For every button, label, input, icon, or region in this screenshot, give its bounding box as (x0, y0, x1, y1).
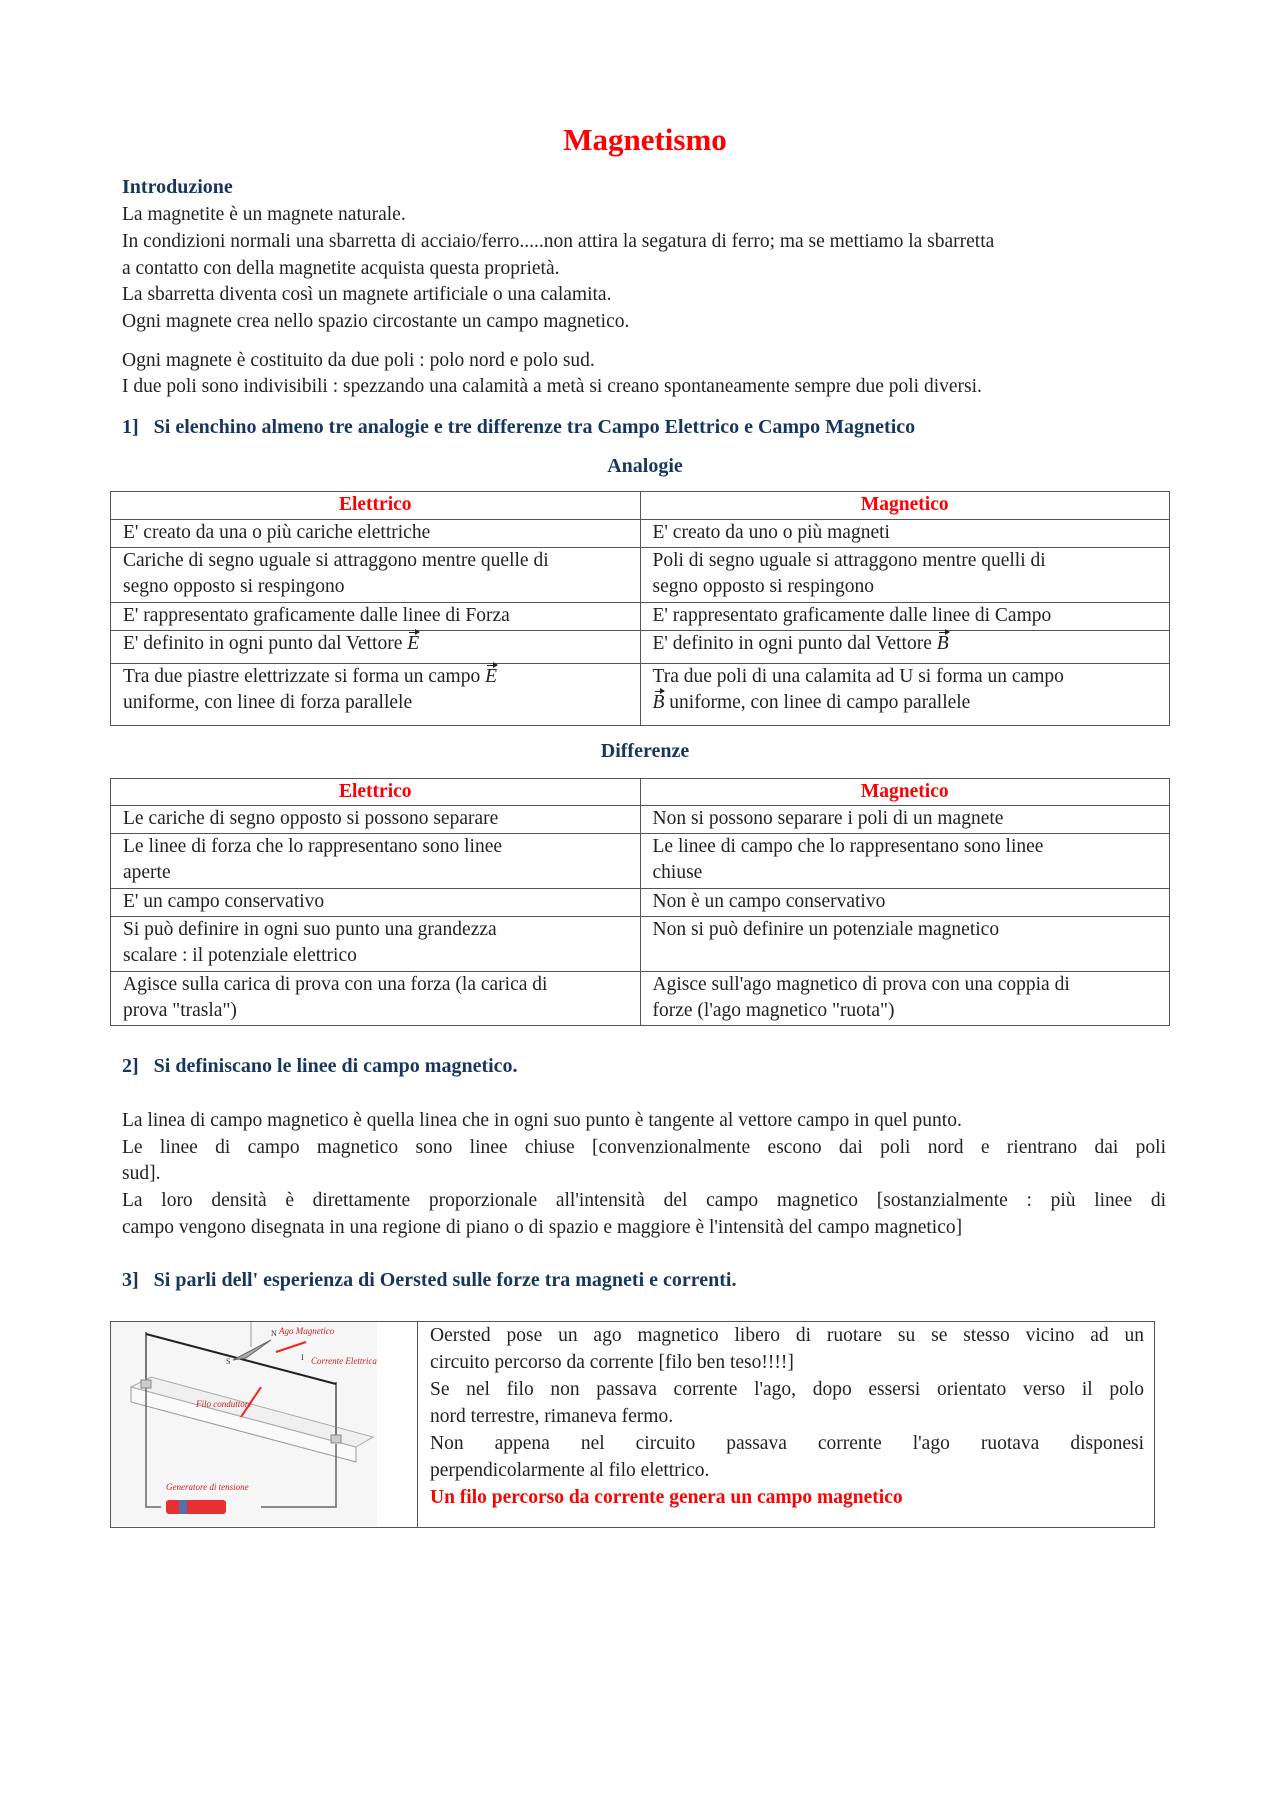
table-row (111, 972, 1170, 1026)
cell-text: Non si possono separare i poli di un magnete (652, 808, 1004, 829)
table-cell (111, 972, 641, 1026)
oersted-figure-cell (111, 1322, 418, 1528)
cell-line (123, 834, 628, 860)
column-header-label: Elettrico (338, 781, 412, 802)
paragraph-line: nord terrestre, rimaneva fermo. (430, 1406, 674, 1427)
figure-label-generatore: Generatore di tensione (166, 1482, 249, 1492)
cell-line (653, 664, 1158, 690)
table-header-row (111, 492, 1170, 520)
cell-line (653, 574, 1158, 600)
cell-line (123, 998, 628, 1024)
cell-line (653, 806, 1158, 832)
cell-line (123, 690, 628, 716)
cell-text: chiuse (652, 862, 703, 883)
oersted-table (110, 1321, 1155, 1528)
paragraph-line: Non appena nel circuito passava corrente l'ago ruotava disponesi (430, 1433, 1144, 1454)
cell-text: Agisce sull'ago magnetico di prova con una coppia di (652, 974, 1070, 995)
cell-line (653, 631, 1158, 657)
table-cell (111, 917, 641, 972)
table-cell (640, 834, 1170, 889)
cell-text: segno opposto si respingono (123, 576, 345, 597)
intro-line: Ogni magnete è costituito da due poli : polo nord e polo sud. (122, 350, 595, 371)
table-row (111, 664, 1170, 726)
figure-label-ago: Ago Magnetico (279, 1326, 335, 1336)
cell-line (123, 972, 628, 998)
vector-symbol: E (485, 664, 497, 690)
table-row (111, 631, 1170, 664)
figure-label-i: I (301, 1353, 304, 1362)
intro-line: Ogni magnete crea nello spazio circostante un campo magnetico. (122, 311, 630, 332)
question-3-heading: 3] Si parli dell' esperienza di Oersted sulle forze tra magneti e correnti. (122, 1269, 737, 1291)
table-cell (640, 889, 1170, 917)
cell-text: E' rappresentato graficamente dalle linee di Forza (123, 605, 510, 626)
table-row (111, 834, 1170, 889)
table-cell (640, 806, 1170, 834)
cell-line (653, 834, 1158, 860)
figure-label-n: N (271, 1329, 277, 1338)
cell-line (653, 972, 1158, 998)
table-cell (111, 806, 641, 834)
table-cell (640, 520, 1170, 548)
table-row (111, 520, 1170, 548)
cell-text: forze (l'ago magnetico "ruota") (652, 1000, 895, 1021)
analogie-title: Analogie (607, 455, 683, 477)
cell-text: Tra due poli di una calamita ad U si forma un campo (652, 666, 1064, 687)
cell-line (123, 520, 628, 546)
cell-text: E' rappresentato graficamente dalle linee di Campo (652, 605, 1052, 626)
cell-line (123, 917, 628, 943)
cell-text: scalare : il potenziale elettrico (123, 945, 357, 966)
differenze-table (110, 778, 1170, 1026)
paragraph-line: campo vengono disegnata in una regione di piano o di spazio e maggiore è l'intensità del campo magnetico] (122, 1217, 963, 1238)
conclusion-text: Un filo percorso da corrente genera un campo magnetico (430, 1487, 903, 1508)
intro-line: La sbarretta diventa così un magnete artificiale o una calamita. (122, 284, 612, 305)
cell-line (123, 548, 628, 574)
cell-line (123, 889, 628, 915)
intro-heading: Introduzione (122, 176, 233, 198)
cell-text: E' definito in ogni punto dal Vettore (652, 633, 937, 654)
paragraph-line: circuito percorso da corrente [filo ben teso!!!!] (430, 1352, 794, 1373)
vector-symbol: B (653, 690, 665, 716)
cell-line (123, 860, 628, 886)
cell-line (123, 664, 628, 690)
table-cell (111, 603, 641, 631)
column-header-label: Elettrico (338, 494, 412, 515)
cell-text: Agisce sulla carica di prova con una forza (la carica di (123, 974, 548, 995)
cell-text: E' definito in ogni punto dal Vettore (123, 633, 408, 654)
paragraph-line: perpendicolarmente al filo elettrico. (430, 1460, 710, 1481)
table-header-row (111, 779, 1170, 806)
table-row (111, 889, 1170, 917)
cell-text: Si può definire in ogni suo punto una grandezza (123, 919, 497, 940)
cell-text: uniforme, con linee di campo parallele (664, 692, 971, 713)
paragraph-line: sud]. (122, 1163, 161, 1184)
intro-line: La magnetite è un magnete naturale. (122, 204, 406, 225)
table-cell (111, 631, 641, 664)
analogie-table (110, 491, 1170, 726)
column-header (111, 779, 641, 806)
oersted-text-cell (418, 1322, 1155, 1528)
column-header (640, 779, 1170, 806)
cell-text: E' creato da una o più cariche elettriche (123, 522, 431, 543)
paragraph-line: La linea di campo magnetico è quella linea che in ogni suo punto è tangente al vettore campo in quel punto. (122, 1110, 962, 1131)
table-cell (640, 631, 1170, 664)
cell-text: uniforme, con linee di forza parallele (123, 692, 413, 713)
figure-label-corrente: Corrente Elettrica (311, 1356, 377, 1366)
cell-line (653, 548, 1158, 574)
column-header (111, 492, 641, 520)
table-cell (111, 834, 641, 889)
intro-line: In condizioni normali una sbarretta di acciaio/ferro.....non attira la segatura di ferro; ma se mettiamo la sbarretta (122, 231, 995, 252)
table-cell (111, 664, 641, 726)
cell-line (653, 690, 1158, 716)
question-2-heading: 2] Si definiscano le linee di campo magnetico. (122, 1055, 518, 1077)
table-row (111, 806, 1170, 834)
cell-text: E' creato da uno o più magneti (652, 522, 890, 543)
column-header (640, 492, 1170, 520)
cell-text: Non è un campo conservativo (652, 891, 886, 912)
cell-line (653, 889, 1158, 915)
paragraph-line: Se nel filo non passava corrente l'ago, dopo essersi orientato verso il polo (430, 1379, 1144, 1400)
cell-line (123, 943, 628, 969)
cell-text: segno opposto si respingono (652, 576, 875, 597)
cell-line (653, 998, 1158, 1024)
paragraph-line: Oersted pose un ago magnetico libero di ruotare su se stesso vicino ad un (430, 1325, 1144, 1346)
differenze-title: Differenze (600, 740, 690, 762)
cell-line (653, 917, 1158, 943)
cell-text: E' un campo conservativo (123, 891, 325, 912)
table-cell (640, 664, 1170, 726)
paragraph-line: Le linee di campo magnetico sono linee chiuse [convenzionalmente escono dai poli nord e rientrano dai poli (122, 1137, 1166, 1158)
vector-symbol: E (407, 631, 419, 657)
intro-line: I due poli sono indivisibili : spezzando una calamità a metà si creano spontaneamente sempre due poli diversi. (122, 376, 982, 397)
paragraph-line: La loro densità è direttamente proporzionale all'intensità del campo magnetico [sostanzialmente : più linee di (122, 1190, 1166, 1211)
cell-text: Le cariche di segno opposto si possono separare (123, 808, 499, 829)
intro-line: a contatto con della magnetite acquista questa proprietà. (122, 258, 560, 279)
cell-line (123, 574, 628, 600)
cell-text: prova "trasla") (123, 1000, 237, 1021)
page-title: Magnetismo (563, 122, 727, 157)
table-cell (111, 548, 641, 603)
cell-text: Le linee di campo che lo rappresentano sono linee (652, 836, 1044, 857)
cell-line (653, 860, 1158, 886)
cell-line (653, 520, 1158, 546)
table-cell (111, 889, 641, 917)
cell-text: aperte (123, 862, 171, 883)
cell-line (123, 603, 628, 629)
figure-label-filo: Filo conduttore (196, 1399, 252, 1409)
table-cell (640, 548, 1170, 603)
cell-text: Cariche di segno uguale si attraggono mentre quelle di (123, 550, 549, 571)
column-header-label: Magnetico (860, 781, 949, 802)
figure-label-s: S (226, 1357, 231, 1366)
oersted-experiment-image (111, 1322, 417, 1526)
table-row (111, 548, 1170, 603)
question-1-heading: 1] Si elenchino almeno tre analogie e tre differenze tra Campo Elettrico e Campo Magnetico (122, 416, 916, 438)
table-cell (640, 972, 1170, 1026)
table-cell (640, 603, 1170, 631)
table-row (111, 603, 1170, 631)
vector-symbol: B (937, 631, 949, 657)
cell-line (123, 806, 628, 832)
cell-text: Le linee di forza che lo rappresentano sono linee (123, 836, 503, 857)
column-header-label: Magnetico (860, 494, 949, 515)
cell-line (653, 603, 1158, 629)
cell-text: Poli di segno uguale si attraggono mentre quelli di (652, 550, 1046, 571)
table-row (111, 917, 1170, 972)
cell-line (123, 631, 628, 657)
cell-text: Tra due piastre elettrizzate si forma un campo (123, 666, 486, 687)
table-cell (640, 917, 1170, 972)
cell-text: Non si può definire un potenziale magnetico (652, 919, 1000, 940)
table-cell (111, 520, 641, 548)
